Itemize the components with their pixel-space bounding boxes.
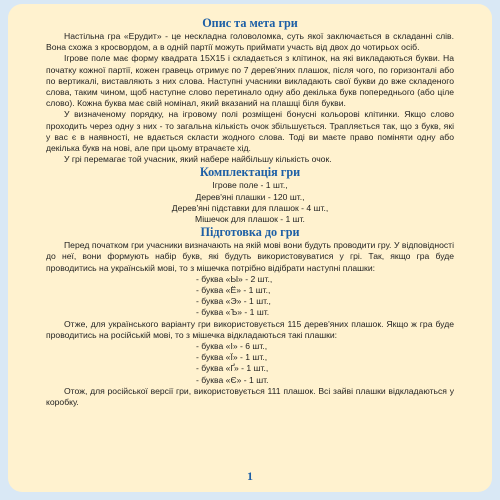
paragraph: Отже, для українського варіанту гри використовується 115 дерев'яних плашок. Якщо ж гра буде проводитись на російській мові, то з мішечка відкладаються такі плашки: — [46, 318, 454, 340]
section-title-contents: Комплектація гри — [199, 165, 301, 180]
contents-item: Мішечок для плашок - 1 шт. — [195, 214, 305, 225]
section-title-description: Опис та мета гри — [202, 16, 298, 30]
list-item: - буква «Ё» - 1 шт., — [196, 285, 271, 296]
list-item: - буква «Є» - 1 шт. — [196, 374, 269, 385]
paragraph: Настільна гра «Ерудит» - це нескладна головоломка, суть якої заключається в складанні слів. Вона схожа з кросвордом, а в одній партії можуть приймати участь від двох до чотирьох осіб. — [46, 31, 454, 53]
list-item: - буква «Ї» - 1 шт., — [196, 352, 268, 363]
list-item: - буква «Ґ» - 1 шт., — [196, 363, 269, 374]
paragraph: Перед початком гри учасники визначають на якій мові вони будуть проводити гру. У відповідності до неї, вони формують набір букв, які будуть використовуватися у грі. Так, якщо гра буде проводитись на українській мові, то з мішечка потрібно відібрати наступні плашки: — [46, 240, 454, 273]
list-item: - буква «І» - 6 шт., — [196, 341, 268, 352]
paragraph: Ігрове поле має форму квадрата 15Х15 і складається з клітинок, на які викладаються букви. На початку кожної партії, кожен гравець отримує по 7 дерев'яних плашок, після чого, по горизонталі або по вертикалі, виставляють з них слова. Наступні учасники викладають свої букви до вже складеного слова, таким чином, щоб наступне слово перетинало одну або декілька букв попереднього (або ціле слово). Кожна буква має свій номінал, який вказаний на плашці біля букви. — [46, 53, 454, 109]
document-page — [8, 4, 492, 492]
page-number: 1 — [247, 469, 253, 483]
list-item: - буква «Ъ» - 1 шт. — [196, 307, 270, 318]
list-item: - буква «Э» - 1 шт., — [196, 296, 271, 307]
paragraph: У грі перемагає той учасник, який набере найбільшу кількість очок. — [64, 154, 332, 165]
contents-item: Ігрове поле - 1 шт., — [212, 180, 288, 191]
list-item: - буква «Ы» - 2 шт., — [196, 273, 273, 284]
paragraph: Отож, для російської версії гри, використовується 111 плашок. Всі зайві плашки відкладаються у коробку. — [46, 385, 454, 408]
paragraph: У визначеному порядку, на ігровому полі розміщені бонусні кольорові клітинки. Якщо слово проходить через одну з них - то загальна кількість очок збільшується. Трапляється так, що з букв, які у вас є в наявності, не вдається скласти жодного слова. Тоді ви маєте право поміняти одну або декілька букв на нові, але при цьому втрачаєте хід. — [46, 109, 454, 154]
section-title-preparation: Підготовка до гри — [200, 225, 300, 240]
contents-item: Дерев'яні підставки для плашок - 4 шт., — [171, 202, 329, 213]
contents-item: Дерев'яні плашки - 120 шт., — [195, 191, 305, 202]
